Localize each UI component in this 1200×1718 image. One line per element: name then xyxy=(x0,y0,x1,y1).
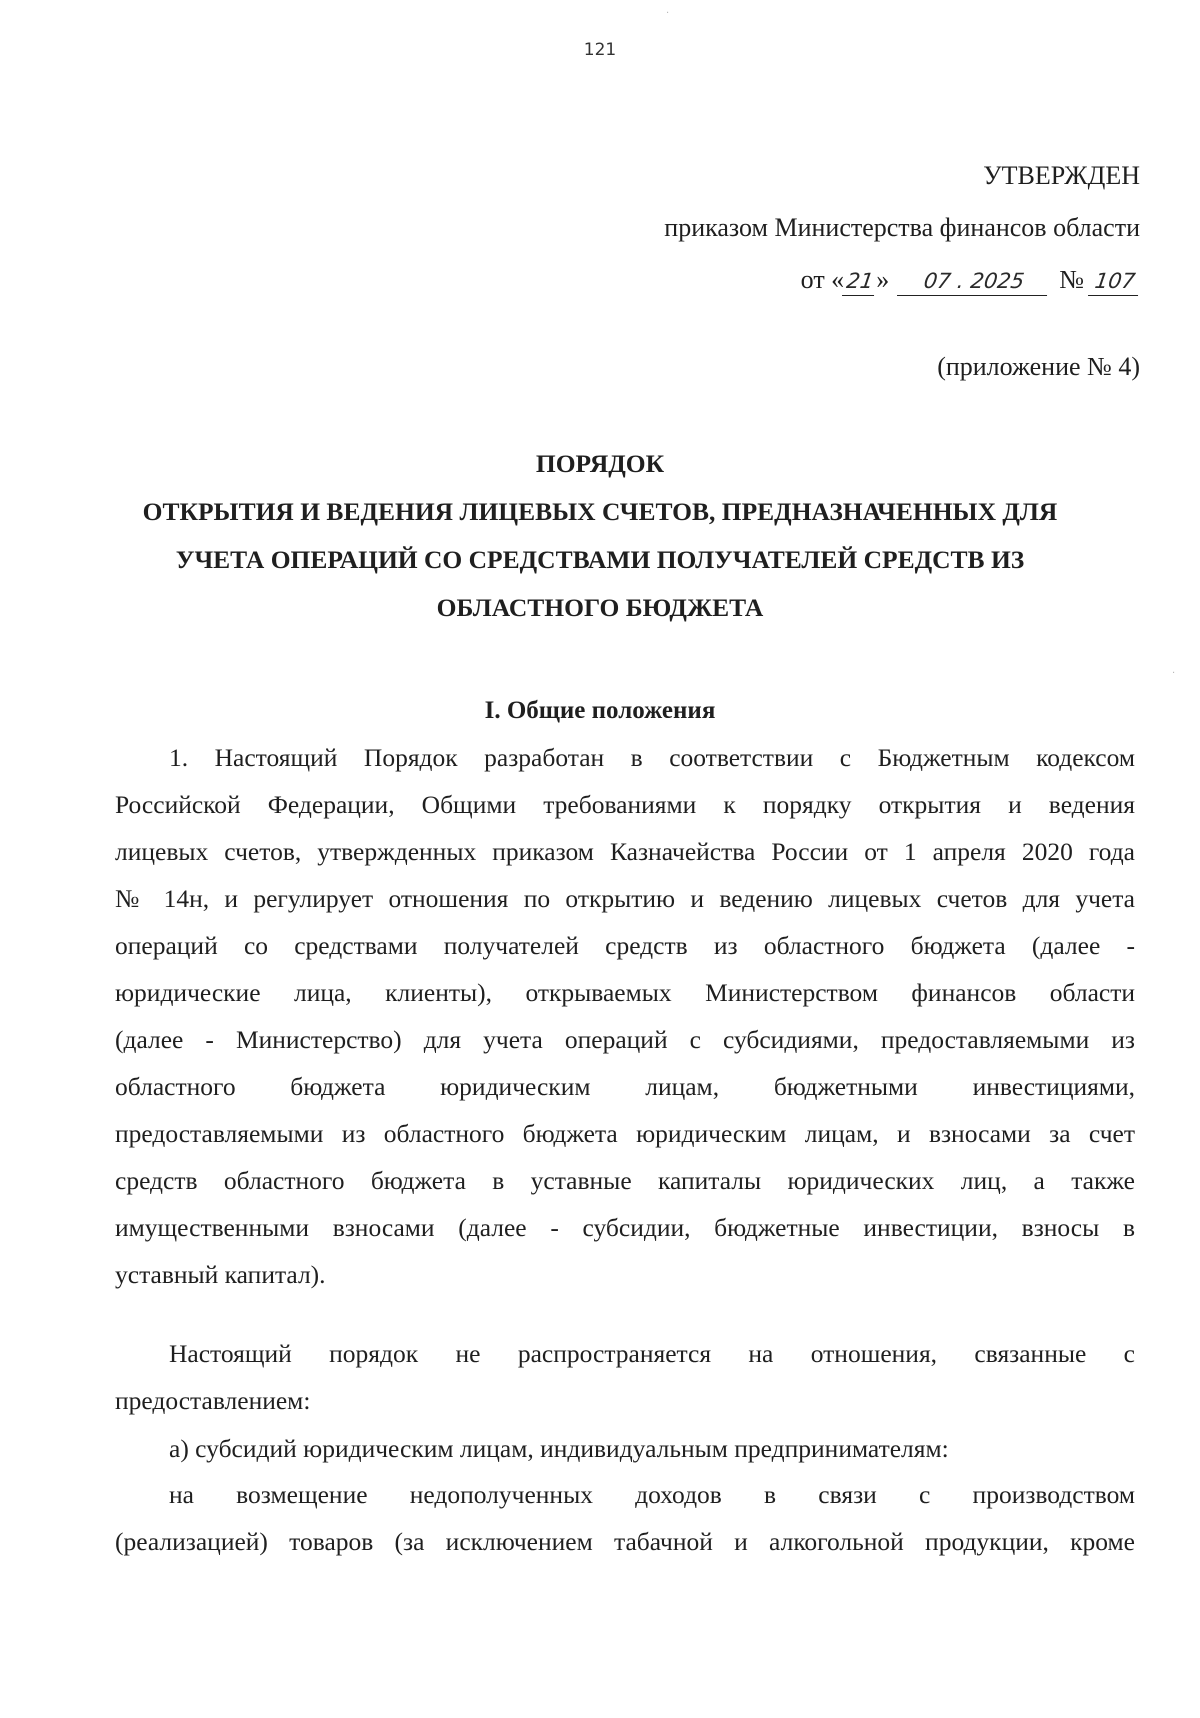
text-line: 1. Настоящий Порядок разработан в соответствии с Бюджетным кодексом xyxy=(169,743,1135,772)
handwritten-order-number: 107 xyxy=(1088,267,1142,296)
text-line: предоставляемыми из областного бюджета юридическим лицам, и взносами за счет xyxy=(115,1119,1135,1148)
paragraph-2 xyxy=(115,1330,1135,1424)
appendix-label: (приложение № 4) xyxy=(937,352,1140,381)
approval-date-line xyxy=(664,254,1140,306)
text-line: лицевых счетов, утвержденных приказом Казначейства России от 1 апреля 2020 года xyxy=(115,837,1135,866)
text-line: имущественными взносами (далее - субсидии, бюджетные инвестиции, взносы в xyxy=(115,1213,1135,1242)
text-line: уставный капитал). xyxy=(115,1260,326,1289)
text-line: (далее - Министерство) для учета операций с субсидиями, предоставляемыми из xyxy=(115,1025,1135,1054)
approval-issuer: приказом Министерства финансов области xyxy=(664,213,1140,242)
approval-block xyxy=(664,150,1140,306)
text-line: (реализацией) товаров (за исключением табачной и алкогольной продукции, кроме xyxy=(115,1527,1135,1556)
date-prefix: от « xyxy=(800,265,845,294)
page-number: 121 xyxy=(583,40,617,60)
scan-speck-top: · xyxy=(666,8,670,19)
number-prefix: № xyxy=(1059,265,1084,294)
text-line: Настоящий порядок не распространяется на отношения, связанные с xyxy=(169,1339,1135,1368)
text-line: операций со средствами получателей средств из областного бюджета (далее - xyxy=(115,931,1135,960)
text-line: юридические лица, клиенты), открываемых Министерством финансов области xyxy=(115,978,1135,1007)
date-mid: » xyxy=(876,265,890,294)
title-line-3: УЧЕТА ОПЕРАЦИЙ СО СРЕДСТВАМИ ПОЛУЧАТЕЛЕЙ СРЕДСТВ ИЗ xyxy=(175,545,1025,574)
document-title xyxy=(100,440,1100,632)
title-line-1: ПОРЯДОК xyxy=(535,449,665,478)
paragraph-1 xyxy=(115,734,1135,1298)
section-heading: I. Общие положения xyxy=(484,697,716,724)
scan-speck-right: · xyxy=(1172,668,1176,679)
text-line: средств областного бюджета в уставные капиталы юридических лиц, а также xyxy=(115,1166,1135,1195)
item-a xyxy=(115,1425,1135,1472)
handwritten-day: 21 xyxy=(842,267,878,296)
text-line: Российской Федерации, Общими требованиями к порядку открытия и ведения xyxy=(115,790,1135,819)
text-line: № 14н, и регулирует отношения по открытию и ведению лицевых счетов для учета xyxy=(115,884,1135,913)
paragraph-3 xyxy=(115,1471,1135,1565)
approval-title: УТВЕРЖДЕН xyxy=(983,161,1140,190)
title-line-4: ОБЛАСТНОГО БЮДЖЕТА xyxy=(436,593,764,622)
handwritten-date: 07 . 2025 xyxy=(897,267,1051,296)
text-line: на возмещение недополученных доходов в связи с производством xyxy=(169,1480,1135,1509)
title-line-2: ОТКРЫТИЯ И ВЕДЕНИЯ ЛИЦЕВЫХ СЧЕТОВ, ПРЕДНАЗНАЧЕННЫХ ДЛЯ xyxy=(142,497,1058,526)
text-line: а) субсидий юридическим лицам, индивидуальным предпринимателям: xyxy=(169,1434,949,1463)
text-line: предоставлением: xyxy=(115,1386,311,1415)
text-line: областного бюджета юридическим лицам, бюджетными инвестициями, xyxy=(115,1072,1135,1101)
